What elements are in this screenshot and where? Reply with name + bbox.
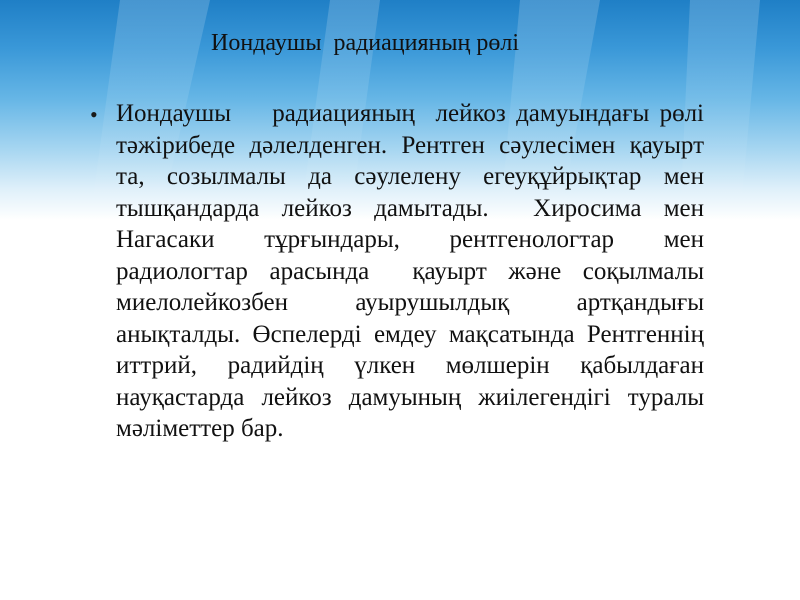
- slide-content: [90, 98, 790, 598]
- slide-title: Иондаушы радиацияның рөлі: [211, 30, 519, 56]
- body-paragraph: Иондаушы радиацияның лейкоз дамуындағы рөлі тәжірибеде дәлелденген. Рентген сәулесімен қауырт та, созылмалы да сәулелену егеуқұйрықтар мен тышқандарда лейкоз дамытады. Хиросима мен Нагасаки тұрғындары, рентгенологтар мен радиологтар арасында қауырт және соқылмалы миелолейкозбен ауырушылдық артқандығы анықталды. Өспелерді емдеу мақсатында Рентгеннің иттрий, радийдің үлкен мөлшерін қабылдаған науқастарда лейкоз дамуының жиілегендігі туралы мәліметтер бар.: [116, 100, 711, 442]
- bullet-icon: •: [90, 102, 98, 127]
